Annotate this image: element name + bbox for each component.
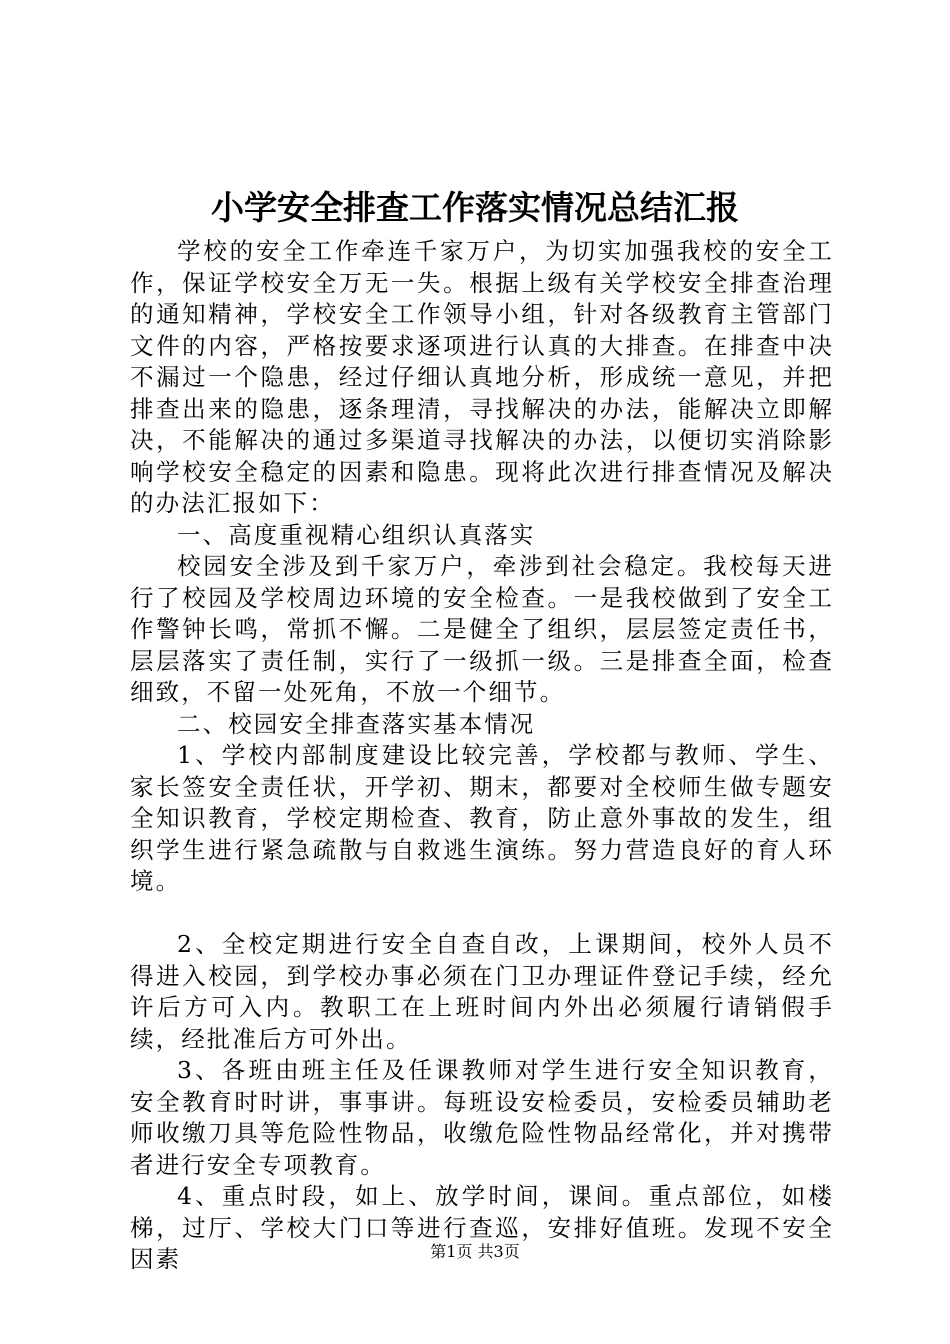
document-body bbox=[130, 236, 834, 1276]
section-heading-1: 一、高度重视精心组织认真落实 bbox=[177, 520, 536, 549]
paragraph-item-3: 3、各班由班主任及任课教师对学生进行安全知识教育，安全教育时时讲，事事讲。每班设安检委员，安检委员辅助老师收缴刀具等危险性物品，收缴危险性物品经常化，并对携带者进行安全专项教育。 bbox=[130, 1056, 834, 1179]
paragraph-section-1: 校园安全涉及到千家万户，牵涉到社会稳定。我校每天进行了校园及学校周边环境的安全检查。一是我校做到了安全工作警钟长鸣，常抓不懈。二是健全了组织，层层签定责任书，层层落实了责任制，实行了一级抓一级。三是排查全面，检查细致，不留一处死角，不放一个细节。 bbox=[130, 552, 834, 706]
page-number-footer: 第1页 共3页 bbox=[430, 1242, 520, 1261]
document-title: 小学安全排查工作落实情况总结汇报 bbox=[211, 188, 739, 227]
section-heading-2: 二、校园安全排查落实基本情况 bbox=[177, 709, 536, 738]
paragraph-item-2: 2、全校定期进行安全自查自改，上课期间，校外人员不得进入校园，到学校办事必须在门卫办理证件登记手续，经允许后方可入内。教职工在上班时间内外出必须履行请销假手续，经批准后方可外出。 bbox=[130, 930, 834, 1053]
paragraph-item-1: 1、学校内部制度建设比较完善，学校都与教师、学生、家长签安全责任状，开学初、期末，都要对全校师生做专题安全知识教育，学校定期检查、教育，防止意外事故的发生，组织学生进行紧急疏散与自救逃生演练。努力营造良好的育人环境。 bbox=[130, 741, 834, 895]
paragraph-intro: 学校的安全工作牵连千家万户，为切实加强我校的安全工作，保证学校安全万无一失。根据上级有关学校安全排查治理的通知精神，学校安全工作领导小组，针对各级教育主管部门文件的内容，严格按要求逐项进行认真的大排查。在排查中决不漏过一个隐患，经过仔细认真地分析，形成统一意见，并把排查出来的隐患，逐条理清，寻找解决的办法，能解决立即解决，不能解决的通过多渠道寻找解决的办法，以便切实消除影响学校安全稳定的因素和隐患。现将此次进行排查情况及解决的办法汇报如下： bbox=[130, 237, 834, 517]
paragraph-item-4: 4、重点时段，如上、放学时间，课间。重点部位，如楼梯，过厅、学校大门口等进行查巡，安排好值班。发现不安全因素 bbox=[130, 1182, 834, 1273]
